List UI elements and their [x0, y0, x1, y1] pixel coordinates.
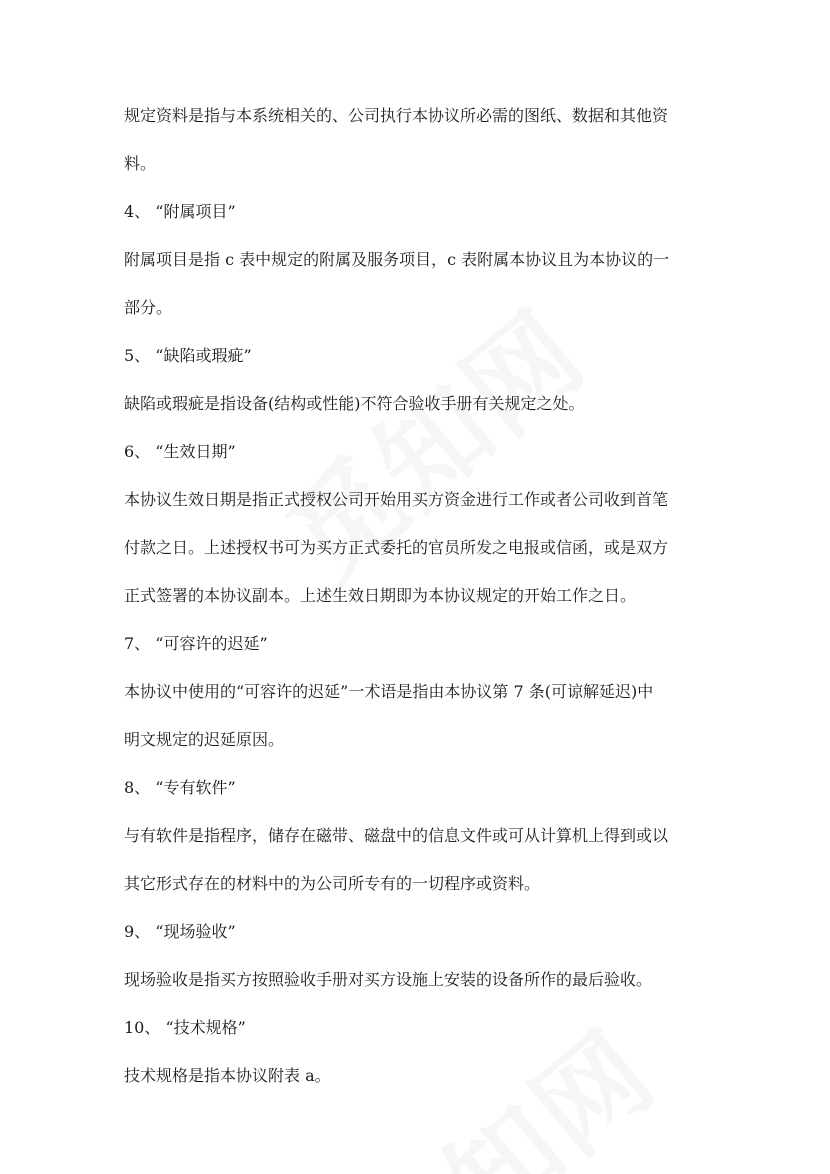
body-text-line: 规定资料是指与本系统相关的、公司执行本协议所必需的图纸、数据和其他资 [124, 106, 669, 125]
body-text-line: 与有软件是指程序，储存在磁带、磁盘中的信息文件或可从计算机上得到或以 [124, 826, 669, 845]
watermark [319, 989, 683, 1174]
section-heading: 10、 “技术规格” [124, 1018, 246, 1037]
watermark [249, 269, 613, 610]
body-text-line: 本协议中使用的“可容许的迟延”一术语是指由本协议第 7 条(可谅解延迟)中 [124, 682, 654, 701]
body-text-line: 其它形式存在的材料中的为公司所专有的一切程序或资料。 [124, 874, 541, 893]
section-heading: 7、 “可容许的迟延” [124, 634, 268, 653]
body-text-line: 明文规定的迟延原因。 [124, 730, 285, 749]
body-text-line: 部分。 [124, 298, 173, 317]
body-text-line: 现场验收是指买方按照验收手册对买方设施上安装的设备所作的最后验收。 [124, 970, 653, 989]
section-heading: 4、 “附属项目” [124, 202, 236, 221]
body-text-line: 料。 [124, 154, 157, 173]
section-heading: 9、 “现场验收” [124, 922, 236, 941]
body-text-line: 附属项目是指 c 表中规定的附属及服务项目，c 表附属本协议且为本协议的一 [124, 250, 670, 269]
section-heading: 5、 “缺陷或瑕疵” [124, 346, 252, 365]
body-text-line: 缺陷或瑕疵是指设备(结构或性能)不符合验收手册有关规定之处。 [124, 394, 585, 413]
section-heading: 6、 “生效日期” [124, 442, 236, 461]
body-text-line: 付款之日。上述授权书可为买方正式委托的官员所发之电报或信函，或是双方 [124, 538, 669, 557]
body-text-line: 技术规格是指本协议附表 a。 [124, 1066, 331, 1085]
section-heading: 8、 “专有软件” [124, 778, 236, 797]
body-text-line: 正式签署的本协议副本。上述生效日期即为本协议规定的开始工作之日。 [124, 586, 637, 605]
body-text-line: 本协议生效日期是指正式授权公司开始用买方资金进行工作或者公司收到首笔 [124, 490, 669, 509]
